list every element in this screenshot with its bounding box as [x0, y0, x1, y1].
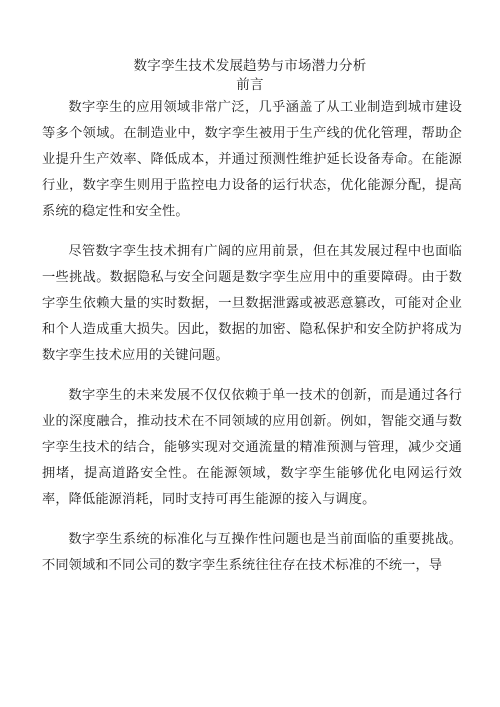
paragraph-1: 数字孪生的应用领域非常广泛，几乎涵盖了从工业制造到城市建设等多个领域。在制造业中，数字孪生被用于生产线的优化管理，帮助企业提升生产效率、降低成本，并通过预测性维护延长设备寿命。在能源行业，数字孪生则用于监控电力设备的运行状态，优化能源分配，提高系统的稳定性和安全性。 — [42, 100, 462, 219]
paragraph-4: 数字孪生系统的标准化与互操作性问题也是当前面临的重要挑战。不同领域和不同公司的数字孪生系统往往存在技术标准的不统一，导 — [42, 532, 462, 573]
section-heading: 前言 — [236, 77, 264, 93]
paragraph-2: 尽管数字孪生技术拥有广阔的应用前景，但在其发展过程中也面临一些挑战。数据隐私与安全问题是数字孪生应用中的重要障碍。由于数字孪生依赖大量的实时数据，一旦数据泄露或被恶意篡改，可能对企业和个人造成重大损失。因此，数据的加密、隐私保护和安全防护将成为数字孪生技术应用的关键问题。 — [42, 244, 462, 363]
document-body — [42, 95, 462, 593]
paragraph-3: 数字孪生的未来发展不仅仅依赖于单一技术的创新，而是通过各行业的深度融合，推动技术在不同领域的应用创新。例如，智能交通与数字孪生技术的结合，能够实现对交通流量的精准预测与管理，减少交通拥堵，提高道路安全性。在能源领域，数字孪生能够优化电网运行效率，降低能源消耗，同时支持可再生能源的接入与调度。 — [42, 388, 462, 507]
document-title: 数字孪生技术发展趋势与市场潜力分析 — [133, 58, 367, 74]
